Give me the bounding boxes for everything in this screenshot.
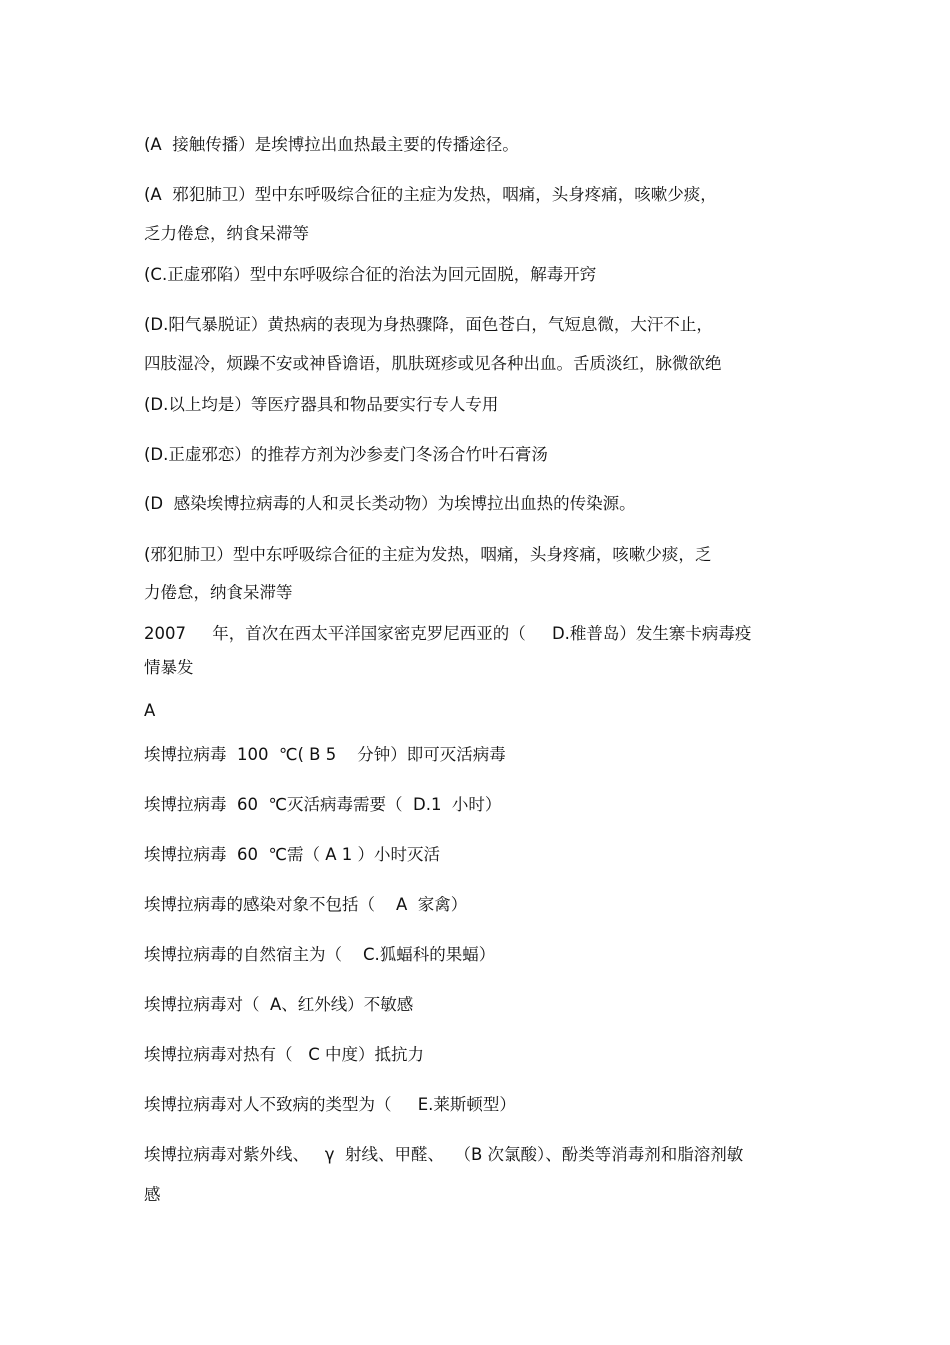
paragraph-15-line-1: 埃博拉病毒的自然宿主为（ C.狐蝠科的果蝠）	[144, 945, 496, 964]
paragraph-3-line-1: (C.正虚邪陷）型中东呼吸综合征的治法为回元固脱，解毒开窍	[144, 265, 597, 284]
paragraph-4-line-1: (D.阳气暴脱证）黄热病的表现为身热骤降，面色苍白，气短息微，大汗不止，	[144, 315, 713, 334]
paragraph-12-line-1: 埃博拉病毒 60 ℃灭活病毒需要（ D.1 小时）	[144, 795, 502, 814]
paragraph-4-line-2: 四肢湿冷，烦躁不安或神昏谵语，肌肤斑疹或见各种出血。舌质淡红，脉微欲绝	[144, 354, 722, 373]
paragraph-11-line-1: 埃博拉病毒 100 ℃( B 5 分钟）即可灭活病毒	[144, 745, 506, 764]
paragraph-8-line-1: (邪犯肺卫）型中东呼吸综合征的主症为发热，咽痛，头身疼痛，咳嗽少痰，乏	[144, 545, 712, 564]
paragraph-19-line-2: 感	[144, 1185, 161, 1204]
paragraph-19-line-1: 埃博拉病毒对紫外线、 γ 射线、甲醛、 （B 次氯酸）、酚类等消毒剂和脂溶剂敏	[144, 1145, 744, 1164]
paragraph-8-line-2: 力倦怠，纳食呆滞等	[144, 583, 293, 602]
paragraph-18-line-1: 埃博拉病毒对人不致病的类型为（ E.莱斯顿型）	[144, 1095, 516, 1114]
paragraph-5-line-1: (D.以上均是）等医疗器具和物品要实行专人专用	[144, 395, 499, 414]
paragraph-10-line-1: A	[144, 701, 156, 720]
paragraph-14-line-1: 埃博拉病毒的感染对象不包括（ A 家禽）	[144, 895, 468, 914]
paragraph-17-line-1: 埃博拉病毒对热有（ C 中度）抵抗力	[144, 1045, 425, 1064]
paragraph-7-line-1: (D 感染埃博拉病毒的人和灵长类动物）为埃博拉出血热的传染源。	[144, 494, 636, 513]
paragraph-13-line-1: 埃博拉病毒 60 ℃需（ A 1 ）小时灭活	[144, 845, 441, 864]
paragraph-2-line-1: (A 邪犯肺卫）型中东呼吸综合征的主症为发热，咽痛，头身疼痛，咳嗽少痰，	[144, 185, 717, 204]
paragraph-2-line-2: 乏力倦怠，纳食呆滞等	[144, 224, 309, 243]
paragraph-1-line-1: (A 接触传播）是埃博拉出血热最主要的传播途径。	[144, 135, 519, 154]
paragraph-6-line-1: (D.正虚邪恋）的推荐方剂为沙参麦门冬汤合竹叶石膏汤	[144, 445, 548, 464]
paragraph-16-line-1: 埃博拉病毒对（ A、红外线）不敏感	[144, 995, 414, 1014]
paragraph-9-line-1: 2007 年，首次在西太平洋国家密克罗尼西亚的（ D.稚普岛）发生寨卡病毒疫	[144, 624, 752, 643]
paragraph-9-line-2: 情暴发	[144, 658, 194, 677]
